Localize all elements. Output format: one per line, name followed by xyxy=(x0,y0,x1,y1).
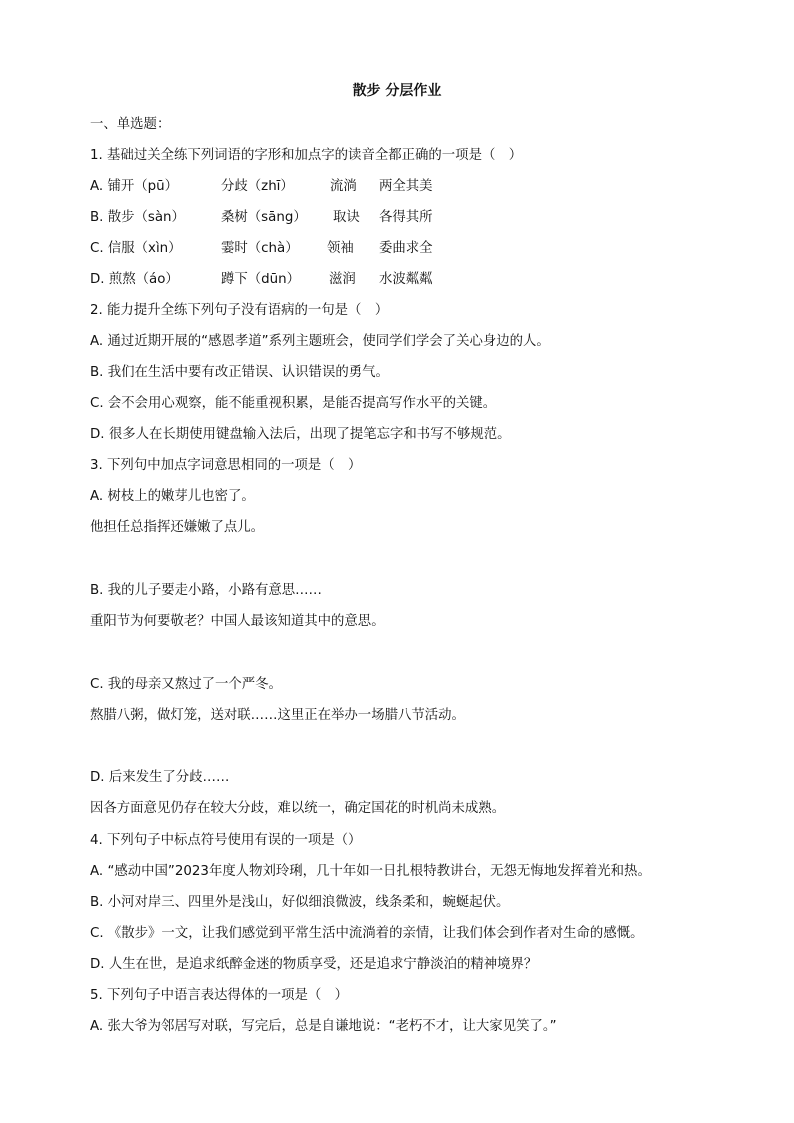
q1-option-c-word2: 霎时（chà） xyxy=(221,241,299,256)
section-heading: 一、单选题： xyxy=(90,117,171,132)
q1-option-a-word2: 分歧（zhī） xyxy=(221,179,294,194)
question-2-stem: 2. 能力提升全练下列句子没有语病的一句是（ ） xyxy=(90,303,389,318)
q1-option-a-word4: 两全其美 xyxy=(379,179,433,194)
page-title: 散步 分层作业 xyxy=(352,83,442,99)
q4-option-d: D. 人生在世，是追求纸醉金迷的物质享受，还是追求宁静淡泊的精神境界？ xyxy=(90,957,538,972)
q2-option-d: D. 很多人在长期使用键盘输入法后，出现了提笔忘字和书写不够规范。 xyxy=(90,427,511,442)
q1-option-b-word1: B. 散步（sàn） xyxy=(90,210,185,225)
q4-option-a: A. “感动中国”2023年度人物刘玲琍，几十年如一日扎根特教讲台，无怨无悔地发挥着光和热。 xyxy=(90,864,651,879)
q1-option-c-word1: C. 信服（xìn） xyxy=(90,241,182,256)
q1-option-a-word1: A. 铺开（pū） xyxy=(90,179,178,194)
q1-option-b-word3: 取诀 xyxy=(333,210,360,225)
q3-option-c-sentence2: 熬腊八粥，做灯笼，送对联……这里正在举办一场腊八节活动。 xyxy=(90,708,465,723)
q3-option-d-sentence2: 因各方面意见仍存在较大分歧，难以统一，确定国花的时机尚未成熟。 xyxy=(90,801,506,816)
q3-option-a-sentence2: 他担任总指挥还嫌嫩了点儿。 xyxy=(90,520,265,535)
q2-option-a: A. 通过近期开展的“感恩孝道”系列主题班会，使同学们学会了关心身边的人。 xyxy=(90,334,550,349)
q3-option-a-sentence1: A. 树枝上的嫩芽儿也密了。 xyxy=(90,489,255,504)
q4-option-b: B. 小河对岸三、四里外是浅山，好似细浪微波，线条柔和，蜿蜒起伏。 xyxy=(90,895,510,910)
q3-option-c-sentence1: C. 我的母亲又熬过了一个严冬。 xyxy=(90,677,282,692)
q5-option-a: A. 张大爷为邻居写对联，写完后，总是自谦地说：“老朽不才，让大家见笑了。” xyxy=(90,1019,557,1034)
q2-option-b: B. 我们在生活中要有改正错误、认识错误的勇气。 xyxy=(90,365,389,380)
q1-option-d-word3: 滋润 xyxy=(329,272,356,287)
question-1-stem: 1. 基础过关全练下列词语的字形和加点字的读音全都正确的一项是（ ） xyxy=(90,148,523,163)
q1-option-a-word3: 流淌 xyxy=(330,179,357,194)
q1-option-c-word3: 领袖 xyxy=(327,241,354,256)
q1-option-d-word2: 蹲下（dūn） xyxy=(221,272,301,287)
q3-option-b-sentence1: B. 我的儿子要走小路，小路有意思…… xyxy=(90,583,322,598)
question-4-stem: 4. 下列句子中标点符号使用有误的一项是（） xyxy=(90,833,362,848)
q2-option-c: C. 会不会用心观察，能不能重视积累，是能否提高写作水平的关键。 xyxy=(90,396,497,411)
question-3-stem: 3. 下列句中加点字词意思相同的一项是（ ） xyxy=(90,458,362,473)
q1-option-b-word4: 各得其所 xyxy=(379,210,433,225)
q1-option-b-word2: 桑树（sāng） xyxy=(221,210,307,225)
q1-option-d-word1: D. 煎熬（áo） xyxy=(90,272,179,287)
q4-option-c: C. 《散步》一文，让我们感觉到平常生活中流淌着的亲情，让我们体会到作者对生命的感慨。 xyxy=(90,926,644,941)
q1-option-d-word4: 水波粼粼 xyxy=(379,272,433,287)
question-5-stem: 5. 下列句子中语言表达得体的一项是（ ） xyxy=(90,988,349,1003)
q1-option-c-word4: 委曲求全 xyxy=(379,241,433,256)
q3-option-d-sentence1: D. 后来发生了分歧…… xyxy=(90,770,230,785)
q3-option-b-sentence2: 重阳节为何要敬老？中国人最该知道其中的意思。 xyxy=(90,614,385,629)
